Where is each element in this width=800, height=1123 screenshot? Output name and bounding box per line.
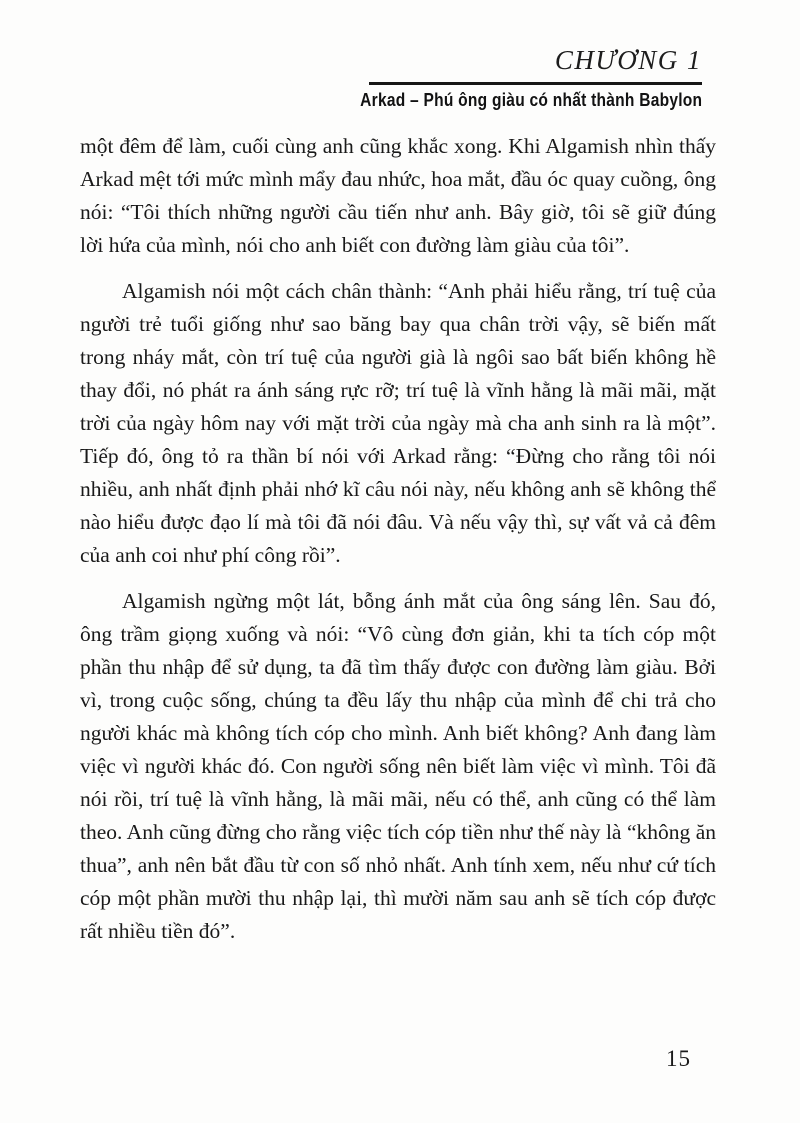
paragraph-1: một đêm để làm, cuối cùng anh cũng khắc xong. Khi Algamish nhìn thấy Arkad mệt tới mức mình mẩy đau nhức, hoa mắt, đầu óc quay cuồng, ông nói: “Tôi thích những người cầu tiến như anh. Bây giờ, tôi sẽ giữ đúng lời hứa của mình, nói cho anh biết con đường làm giàu của tôi”.	[80, 134, 716, 257]
chapter-title: Arkad – Phú ông giàu có nhất thành Babylon	[359, 88, 702, 110]
page-number: 15	[666, 1046, 691, 1071]
body-text	[80, 130, 716, 961]
chapter-header	[295, 46, 702, 110]
paragraph-3: Algamish ngừng một lát, bỗng ánh mắt của ông sáng lên. Sau đó, ông trầm giọng xuống và nói: “Vô cùng đơn giản, khi ta tích cóp một phần thu nhập để sử dụng, ta đã tìm thấy được con đường làm giàu. Bởi vì, trong cuộc sống, chúng ta đều lấy thu nhập của mình để chi trả cho người khác mà không tích cóp cho mình. Anh biết không? Anh đang làm việc vì người khác đó. Con người sống nên biết làm việc vì mình. Tôi đã nói rồi, trí tuệ là vĩnh hằng, là mãi mãi, nếu có thể, anh cũng có thể làm theo. Anh cũng đừng cho rằng việc tích cóp tiền như thế này là “không ăn thua”, anh nên bắt đầu từ con số nhỏ nhất. Anh tính xem, nếu như cứ tích cóp một phần mười thu nhập lại, thì mười năm sau anh sẽ tích cóp được rất nhiều tiền đó”.	[80, 589, 716, 943]
chapter-label: CHƯƠNG 1	[554, 45, 702, 75]
header-rule	[369, 82, 702, 85]
paragraph-2: Algamish nói một cách chân thành: “Anh phải hiểu rằng, trí tuệ của người trẻ tuổi giống như sao băng bay qua chân trời vậy, sẽ biến mất trong nháy mắt, còn trí tuệ của người già là ngôi sao bất biến không hề thay đổi, nó phát ra ánh sáng rực rỡ; trí tuệ là vĩnh hằng là mãi mãi, mặt trời của ngày hôm nay với mặt trời của ngày mà cha anh sinh ra là một”. Tiếp đó, ông tỏ ra thần bí nói với Arkad rằng: “Đừng cho rằng tôi nói nhiều, anh nhất định phải nhớ kĩ câu nói này, nếu không anh sẽ không thể nào hiểu được đạo lí mà tôi đã nói đâu. Và nếu vậy thì, sự vất vả cả đêm của anh coi như phí công rồi”.	[80, 279, 716, 567]
